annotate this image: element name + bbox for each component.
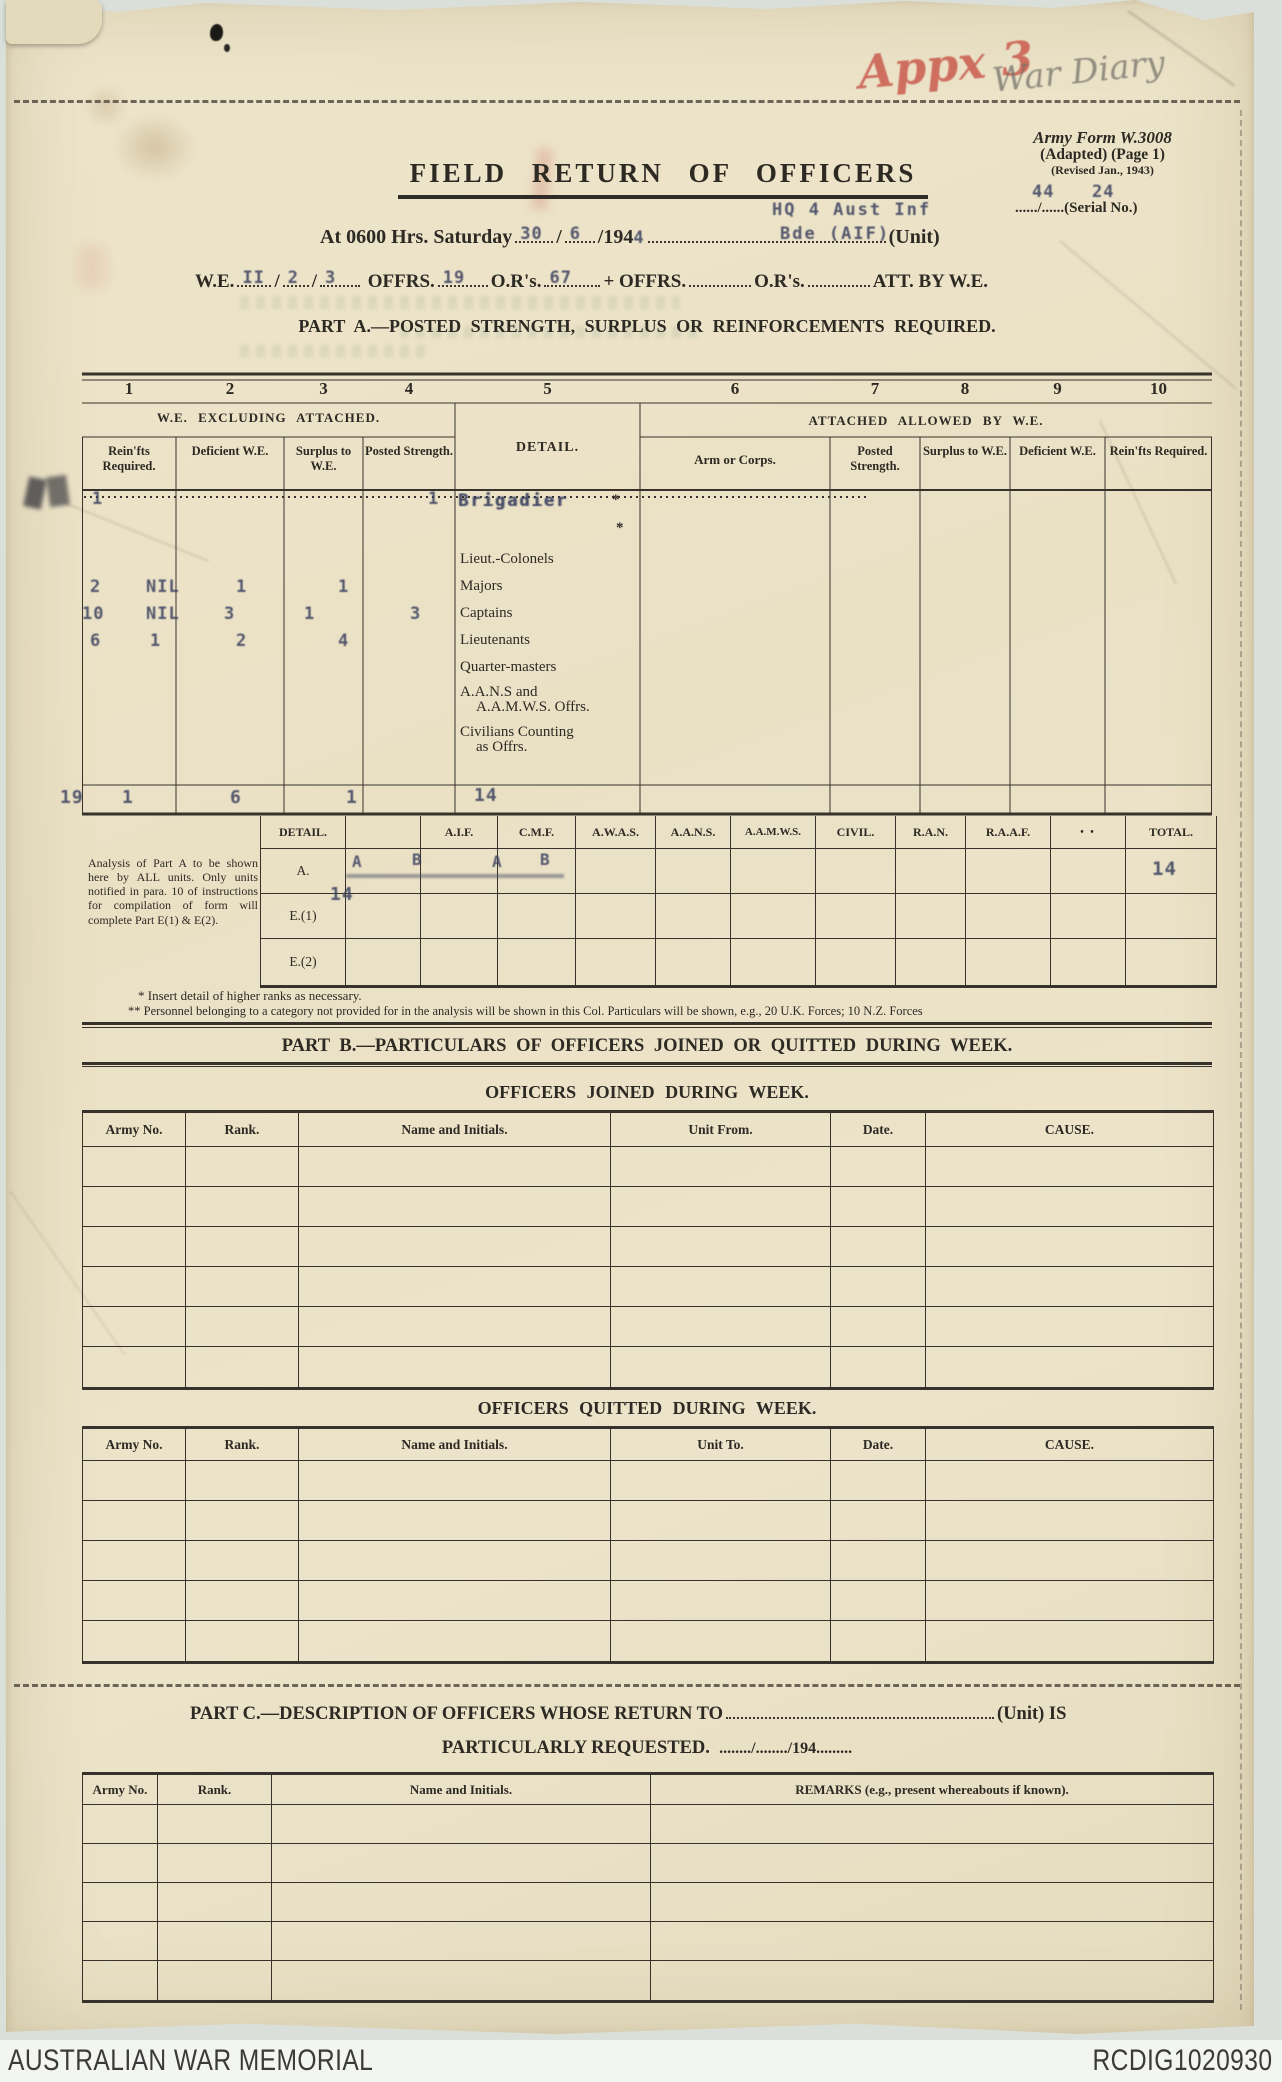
col-head-surplus-we-att: Surplus to W.E. [922, 444, 1008, 458]
empty-cell [926, 1501, 1213, 1541]
empty-cell [831, 1581, 926, 1621]
archive-footer-left: AUSTRALIAN WAR MEMORIAL [8, 2044, 374, 2077]
ors2-label: O.R's. [754, 271, 805, 292]
part-c-header: REMARKS (e.g., present whereabouts if known). [651, 1775, 1213, 1805]
torn-corner-fragment [6, 0, 102, 44]
detail-row-label: Lieutenants [460, 632, 530, 648]
joined-header: Date. [831, 1113, 926, 1147]
typed-value: 1 [92, 489, 104, 509]
empty-cell [498, 894, 576, 939]
part-c-date-blank: ......../......../194......... [719, 1740, 853, 1757]
ors2-blank [808, 270, 870, 287]
empty-cell [896, 894, 966, 939]
part-c-header: Rank. [158, 1775, 272, 1805]
ors-label: O.R's. [490, 271, 542, 292]
empty-cell [611, 1307, 831, 1347]
col-number: 1 [124, 379, 134, 398]
analysis-header: R.A.A.F. [966, 816, 1051, 849]
part-c-header: Name and Initials. [272, 1775, 651, 1805]
empty-cell [816, 849, 896, 894]
col-head-posted-strength-att: Posted Strength. [850, 444, 900, 473]
col-head-deficient-we-att: Deficient W.E. [1019, 444, 1096, 458]
col-head-deficient-we: Deficient W.E. [191, 444, 269, 458]
unit-typed-line1: HQ 4 Aust Inf [772, 200, 932, 220]
typed-brigadier: Brigadier [458, 491, 569, 511]
joined-header: Army No. [83, 1113, 186, 1147]
officers-joined-title: OFFICERS JOINED DURING WEEK. [485, 1082, 809, 1102]
we-blank-3 [320, 270, 360, 287]
we-slash: / [311, 271, 317, 292]
empty-cell [651, 1922, 1213, 1961]
empty-cell [83, 1621, 186, 1661]
quitted-header: Rank. [186, 1429, 299, 1461]
part-a-heading: PART A.—POSTED STRENGTH, SURPLUS OR REINFORCEMENTS REQUIRED. [298, 316, 996, 336]
quitted-header: Army No. [83, 1429, 186, 1461]
empty-cell [656, 939, 731, 985]
empty-cell [299, 1147, 611, 1187]
part-a-column-numbers [82, 376, 1212, 402]
empty-cell [158, 1883, 272, 1922]
empty-cell [186, 1307, 299, 1347]
detail-row-label: Lieut.-Colonels [460, 551, 554, 567]
empty-cell [926, 1307, 1213, 1347]
group-attached-allowed: ATTACHED ALLOWED BY W.E. [808, 413, 1044, 428]
officers-joined-table [82, 1110, 1214, 1390]
footnote-2: ** Personnel belonging to a category not provided for in the analysis will be shown in this Col. Particulars will be shown, e.g., 20 U.K. Forces; 10 N.Z. Forces [128, 1004, 923, 1018]
detail-row-label-cont: as Offrs. [476, 739, 528, 755]
empty-cell [576, 894, 656, 939]
typed-value: 2 [236, 631, 248, 651]
part-c-heading-line1 [190, 1702, 1066, 1725]
col-head-posted-strength: Posted Strength. [365, 444, 453, 458]
typed-value: 1 [338, 577, 350, 597]
empty-cell [831, 1501, 926, 1541]
empty-cell [299, 1621, 611, 1661]
empty-cell [186, 1621, 299, 1661]
unit-typed-line2: Bde (AIF) [780, 224, 891, 244]
we-blank-1 [237, 270, 271, 287]
section-rule [82, 1062, 1212, 1065]
empty-cell [926, 1621, 1213, 1661]
empty-cell [83, 1883, 158, 1922]
date-prefix: At 0600 Hrs. Saturday [320, 226, 513, 248]
empty-cell [656, 849, 731, 894]
col-number: 8 [960, 379, 970, 398]
empty-cell [896, 849, 966, 894]
handwritten-appx-annotation: Appx 3 [855, 30, 1036, 100]
perforation-dashed-line [14, 1684, 1240, 1687]
att-by-we-label: ATT. BY W.E. [872, 271, 989, 292]
empty-cell [186, 1581, 299, 1621]
ors-blank [544, 270, 600, 287]
empty-cell [83, 1267, 186, 1307]
empty-cell [831, 1307, 926, 1347]
empty-cell [1051, 939, 1126, 985]
analysis-header-blank [346, 816, 421, 849]
empty-cell [83, 1922, 158, 1961]
detail-row-label: Captains [460, 605, 513, 621]
plus-offrs-blank [689, 270, 751, 287]
col-number: 6 [730, 379, 740, 398]
army-form-number: Army Form W.3008 [1033, 128, 1172, 147]
analysis-header: TOTAL. [1126, 816, 1216, 849]
empty-cell [611, 1227, 831, 1267]
empty-cell [926, 1187, 1213, 1227]
quitted-header: Name and Initials. [299, 1429, 611, 1461]
date-line [320, 226, 940, 249]
unit-label: (Unit) [888, 226, 940, 248]
unit-blank [648, 226, 886, 243]
analysis-header: A.I.F. [421, 816, 498, 849]
empty-cell [966, 849, 1051, 894]
typed-value: 1 [236, 577, 248, 597]
empty-cell [731, 939, 816, 985]
empty-cell [158, 1844, 272, 1883]
empty-cell [731, 894, 816, 939]
plus-offrs-label: + OFFRS. [603, 271, 687, 292]
typed-value: 3 [224, 604, 236, 624]
empty-cell [346, 894, 421, 939]
we-slash: / [274, 271, 280, 292]
empty-cell [83, 1805, 158, 1844]
date-slash: / [556, 226, 562, 248]
typed-value: NIL [146, 604, 180, 624]
col-number: 10 [1150, 379, 1167, 398]
army-form-revised: (Revised Jan., 1943) [1051, 163, 1154, 177]
typed-value: 4 [338, 631, 350, 651]
typed-total: 6 [230, 787, 242, 808]
perforation-dashed-line [14, 100, 1240, 103]
analysis-header: A.A.N.S. [656, 816, 731, 849]
empty-cell [651, 1844, 1213, 1883]
section-rule [82, 1066, 1212, 1067]
col-head-arm-or-corps: Arm or Corps. [694, 452, 776, 467]
typed-value: 1 [428, 489, 440, 509]
empty-cell [83, 1581, 186, 1621]
analysis-table [260, 816, 1217, 988]
empty-cell [498, 939, 576, 985]
empty-cell [926, 1227, 1213, 1267]
serial-number-label: ....../......(Serial No.) [1015, 200, 1138, 216]
empty-cell [346, 939, 421, 985]
we-line [195, 270, 988, 293]
empty-cell [831, 1227, 926, 1267]
empty-cell [186, 1147, 299, 1187]
empty-cell [1051, 894, 1126, 939]
we-blank-2 [283, 270, 309, 287]
empty-cell [299, 1581, 611, 1621]
army-form-adapted-page: (Adapted) (Page 1) [1040, 146, 1165, 163]
part-c-unit-is: (Unit) IS [997, 1704, 1067, 1724]
right-edge-dashed-line [1240, 110, 1242, 2010]
empty-cell [896, 939, 966, 985]
empty-cell [611, 1347, 831, 1387]
typed-total: 1 [122, 787, 134, 808]
empty-cell [272, 1883, 651, 1922]
offrs-label: OFFRS. [367, 271, 435, 292]
empty-cell [1051, 849, 1126, 894]
analysis-header-double-asterisk: • • [1051, 816, 1126, 849]
typed-smudge-letter: A [352, 852, 363, 871]
part-c-heading-line2 [82, 1738, 1212, 1759]
empty-cell [186, 1461, 299, 1501]
empty-cell [272, 1922, 651, 1961]
empty-cell [83, 1187, 186, 1227]
we-label: W.E. [195, 271, 235, 292]
analysis-header: A.W.A.S. [576, 816, 656, 849]
empty-cell [158, 1961, 272, 2000]
empty-cell [186, 1501, 299, 1541]
empty-cell [831, 1187, 926, 1227]
serial-typed-second: 24 [1092, 182, 1115, 202]
empty-cell [83, 1307, 186, 1347]
empty-cell [83, 1501, 186, 1541]
joined-header: CAUSE. [926, 1113, 1213, 1147]
part-c-heading-text: PART C.—DESCRIPTION OF OFFICERS WHOSE RETURN TO [190, 1704, 724, 1724]
empty-cell [186, 1347, 299, 1387]
quitted-header: CAUSE. [926, 1429, 1213, 1461]
typed-value: 1 [150, 631, 162, 651]
empty-cell [611, 1187, 831, 1227]
joined-header: Unit From. [611, 1113, 831, 1147]
empty-cell [83, 1347, 186, 1387]
page-title: FIELD RETURN OF OFFICERS [398, 158, 928, 199]
typed-total: 1 [346, 787, 358, 808]
footnote-asterisk: * [612, 492, 620, 508]
empty-cell [186, 1187, 299, 1227]
typed-value-below: 14 [330, 884, 354, 905]
empty-cell [83, 1461, 186, 1501]
analysis-header: R.A.N. [896, 816, 966, 849]
empty-cell [831, 1147, 926, 1187]
empty-cell [926, 1461, 1213, 1501]
serial-typed-first: 44 [1032, 182, 1055, 202]
col-head-surplus-we: Surplus to W.E. [295, 444, 352, 473]
empty-cell [966, 939, 1051, 985]
empty-cell [83, 1541, 186, 1581]
part-b-heading: PART B.—PARTICULARS OF OFFICERS JOINED OR QUITTED DURING WEEK. [281, 1036, 1013, 1056]
section-rule [82, 1027, 1212, 1028]
empty-cell [1126, 894, 1216, 939]
empty-cell [576, 849, 656, 894]
analysis-header: CIVIL. [816, 816, 896, 849]
empty-cell [611, 1267, 831, 1307]
empty-cell [1126, 939, 1216, 985]
empty-cell [816, 939, 896, 985]
we-typed-3: 3 [325, 268, 337, 288]
empty-cell [831, 1541, 926, 1581]
empty-cell [272, 1805, 651, 1844]
detail-row-label-cont: A.A.M.W.S. Offrs. [476, 699, 590, 715]
quitted-header: Date. [831, 1429, 926, 1461]
part-c-table [82, 1772, 1214, 2003]
typed-value: 6 [90, 631, 102, 651]
analysis-header: DETAIL. [261, 816, 346, 849]
typed-value: 1 [304, 604, 316, 624]
footnote-1: * Insert detail of higher ranks as necessary. [138, 988, 362, 1003]
empty-cell [421, 939, 498, 985]
analysis-header: A.A.M.W.S. [731, 816, 816, 849]
section-rule [82, 1022, 1212, 1025]
analysis-row-label: A. [261, 849, 346, 894]
empty-cell [611, 1147, 831, 1187]
typed-smudge-letter: B [412, 850, 423, 869]
empty-cell [421, 894, 498, 939]
group-we-excluding-attached: W.E. EXCLUDING ATTACHED. [156, 410, 381, 425]
archive-footer-right: RCDIG1020930 [1092, 2044, 1272, 2077]
empty-cell [926, 1267, 1213, 1307]
part-c-unit-blank [726, 1702, 994, 1719]
typed-total: 19 [60, 787, 84, 808]
officers-quitted-table [82, 1426, 1214, 1664]
empty-cell [421, 849, 498, 894]
typed-value: 2 [90, 577, 102, 597]
date-year-printed: /194 [597, 226, 634, 248]
analysis-row-label: E.(2) [261, 939, 346, 985]
empty-cell [83, 1961, 158, 2000]
col-number: 4 [404, 379, 414, 398]
detail-row-label: Civilians Counting [460, 724, 574, 740]
empty-cell [186, 1267, 299, 1307]
empty-cell [299, 1347, 611, 1387]
empty-cell [611, 1621, 831, 1661]
part-c-header: Army No. [83, 1775, 158, 1805]
date-day-blank [515, 226, 553, 243]
typed-value: 3 [410, 604, 422, 624]
empty-cell [611, 1541, 831, 1581]
empty-cell [186, 1541, 299, 1581]
we-typed-2: 2 [287, 268, 299, 288]
empty-cell [926, 1541, 1213, 1581]
empty-cell [576, 939, 656, 985]
part-a-table-lines [82, 372, 1212, 822]
date-day-typed: 30 [520, 224, 543, 244]
empty-cell [611, 1461, 831, 1501]
offrs-typed: 19 [442, 268, 466, 288]
footnote-asterisk: * [616, 520, 624, 536]
empty-cell [966, 894, 1051, 939]
empty-cell [611, 1581, 831, 1621]
detail-row-label: A.A.N.S and [460, 684, 538, 700]
col-number: 3 [319, 379, 328, 398]
col-number: 2 [225, 379, 235, 398]
joined-header: Rank. [186, 1113, 299, 1147]
col-number: 9 [1053, 379, 1062, 398]
typed-value: NIL [146, 577, 180, 597]
typed-smudge-letter: A [492, 852, 503, 871]
empty-cell [158, 1922, 272, 1961]
empty-cell [651, 1961, 1213, 2000]
empty-cell [299, 1541, 611, 1581]
empty-cell [299, 1307, 611, 1347]
empty-cell [926, 1147, 1213, 1187]
empty-cell [831, 1347, 926, 1387]
empty-cell [831, 1461, 926, 1501]
empty-cell [83, 1844, 158, 1883]
empty-cell [272, 1844, 651, 1883]
analysis-note: Analysis of Part A to be shown here by ALL units. Only units notified in para. 10 of instructions for compilation of form will complete Part E(1) & E(2). [88, 856, 258, 927]
officers-quitted-title: OFFICERS QUITTED DURING WEEK. [477, 1398, 817, 1418]
detail-row-label: Majors [460, 578, 503, 594]
empty-cell [299, 1187, 611, 1227]
empty-cell [299, 1461, 611, 1501]
ors-typed: 67 [549, 268, 572, 288]
empty-cell [186, 1227, 299, 1267]
empty-cell [158, 1805, 272, 1844]
empty-cell [272, 1961, 651, 2000]
empty-cell [83, 1147, 186, 1187]
joined-header: Name and Initials. [299, 1113, 611, 1147]
detail-column-header: DETAIL. [515, 440, 580, 455]
empty-cell [651, 1883, 1213, 1922]
detail-row-label: Quarter-masters [460, 659, 557, 675]
typed-analysis-total: 14 [1152, 858, 1177, 880]
empty-cell [498, 849, 576, 894]
col-number: 7 [870, 379, 880, 398]
handwritten-war-diary-annotation: War Diary [990, 43, 1167, 101]
typed-value: 10 [82, 604, 105, 624]
analysis-row-label: E.(1) [261, 894, 346, 939]
empty-cell [83, 1227, 186, 1267]
empty-cell [926, 1581, 1213, 1621]
particularly-requested: PARTICULARLY REQUESTED. [441, 1738, 710, 1758]
empty-cell [831, 1621, 926, 1661]
date-month-typed: 6 [569, 224, 582, 244]
empty-cell [731, 849, 816, 894]
quitted-header: Unit To. [611, 1429, 831, 1461]
empty-cell [816, 894, 896, 939]
empty-cell [611, 1501, 831, 1541]
empty-cell [651, 1805, 1213, 1844]
we-typed-1: II [242, 268, 265, 288]
empty-cell [926, 1347, 1213, 1387]
empty-cell [299, 1227, 611, 1267]
empty-cell [831, 1267, 926, 1307]
date-year-typed: 4 [633, 228, 645, 248]
offrs-blank [438, 270, 488, 287]
col-head-reinfts-required: Rein'fts Required. [102, 444, 156, 473]
typed-smudge-letter: B [540, 850, 551, 869]
col-head-reinfts-required-att: Rein'fts Required. [1109, 444, 1208, 458]
empty-cell [299, 1267, 611, 1307]
date-month-blank [565, 226, 595, 243]
typed-total-posted: 14 [474, 785, 498, 806]
col-number: 5 [543, 379, 552, 398]
analysis-header: C.M.F. [498, 816, 576, 849]
empty-cell [299, 1501, 611, 1541]
empty-cell [656, 894, 731, 939]
